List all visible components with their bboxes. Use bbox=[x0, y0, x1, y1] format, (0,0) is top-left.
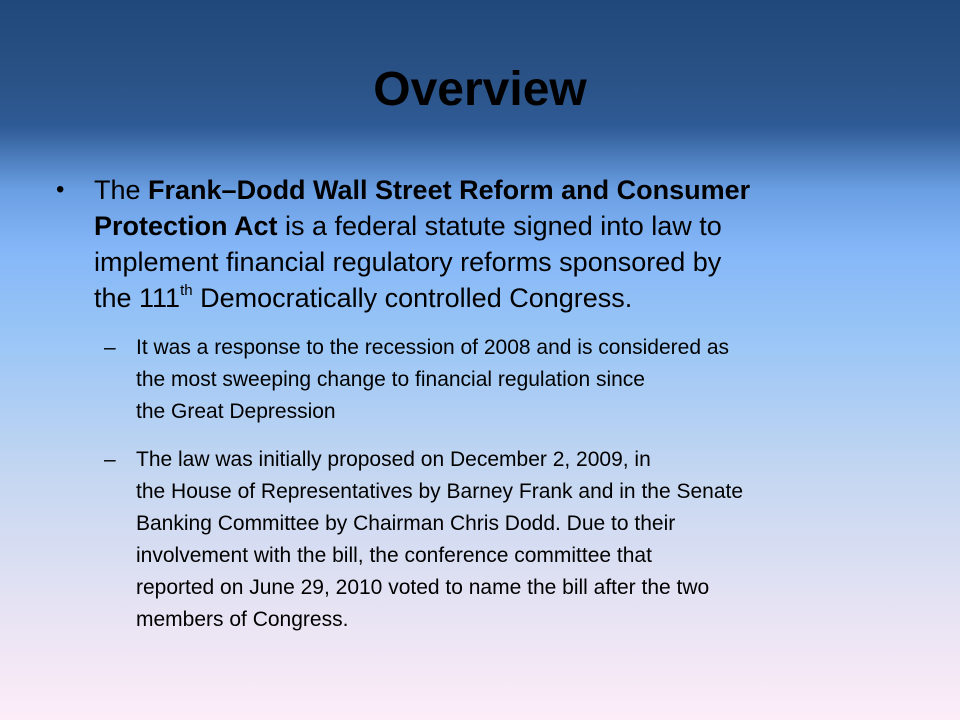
sub-bullet-line: members of Congress. bbox=[136, 608, 349, 631]
sub-bullet-line: the most sweeping change to financial regulation since bbox=[136, 368, 645, 391]
sub-bullet-proposal bbox=[104, 444, 901, 636]
ordinal-superscript: th bbox=[180, 282, 193, 299]
bullet-marker: • bbox=[56, 176, 65, 203]
main-bullet bbox=[56, 172, 906, 316]
slide-title: Overview bbox=[373, 63, 587, 116]
act-name-part2: Protection Act bbox=[94, 211, 278, 241]
sub-bullet-line: reported on June 29, 2010 voted to name the bill after the two bbox=[136, 576, 710, 599]
sub-bullet-marker: – bbox=[104, 336, 116, 359]
sub-bullet-line: It was a response to the recession of 2008 and is considered as bbox=[136, 336, 730, 359]
sub-bullet-recession bbox=[104, 332, 901, 428]
bullet-text-line3: implement financial regulatory reforms sponsored by bbox=[94, 247, 722, 277]
sub-bullet-line: The law was initially proposed on December 2, 2009, in bbox=[136, 448, 651, 471]
bullet-text-line2: is a federal statute signed into law to bbox=[277, 211, 722, 241]
sub-bullet-line: the Great Depression bbox=[136, 400, 336, 423]
act-name-part1: Frank–Dodd Wall Street Reform and Consumer bbox=[148, 175, 751, 205]
sub-bullet-line: the House of Representatives by Barney Frank and in the Senate bbox=[136, 480, 744, 503]
bullet-text-line4: the 111 bbox=[94, 283, 181, 313]
bullet-text-line4-end: Democratically controlled Congress. bbox=[192, 283, 633, 313]
bullet-text-intro: The bbox=[94, 175, 149, 205]
slide-content bbox=[56, 172, 906, 652]
sub-bullet-line: Banking Committee by Chairman Chris Dodd. Due to their bbox=[136, 512, 676, 535]
sub-bullet-marker: – bbox=[104, 448, 116, 471]
sub-bullet-line: involvement with the bill, the conference committee that bbox=[136, 544, 652, 567]
